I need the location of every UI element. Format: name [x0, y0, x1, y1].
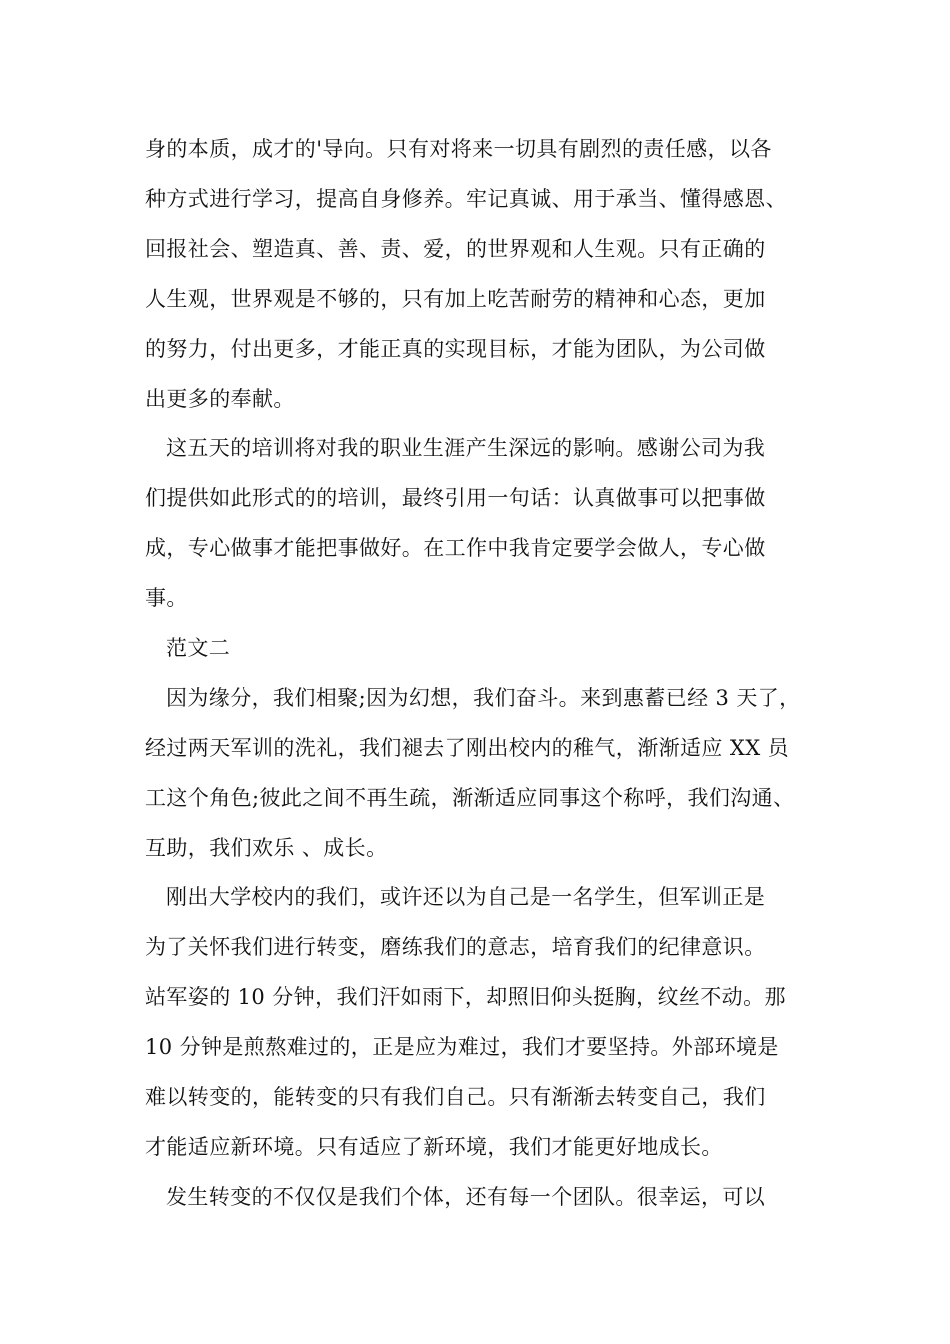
text-line: 10 分钟是煎熬难过的，正是应为难过，我们才要坚持。外部环境是 [145, 1035, 779, 1059]
text-line: 成，专心做事才能把事做好。在工作中我肯定要学会做人，专心做 [145, 536, 766, 560]
text-line: 站军姿的 10 分钟，我们汗如雨下，却照旧仰头挺胸，纹丝不动。那 [145, 985, 786, 1009]
section-heading: 范文二 [166, 636, 231, 660]
text-line: 出更多的奉献。 [145, 387, 295, 411]
text-line: 的努力，付出更多，才能正真的实现目标，才能为团队，为公司做 [145, 337, 766, 361]
text-line: 人生观，世界观是不够的，只有加上吃苦耐劳的精神和心态，更加 [145, 287, 766, 311]
text-line: 工这个角色;彼此之间不再生疏，渐渐适应同事这个称呼，我们沟通、 [145, 786, 795, 810]
text-line: 才能适应新环境。只有适应了新环境，我们才能更好地成长。 [145, 1135, 723, 1159]
paragraph-first-line: 这五天的培训将对我的职业生涯产生深远的影响。感谢公司为我 [166, 436, 766, 460]
paragraph-first-line: 因为缘分，我们相聚;因为幻想，我们奋斗。来到惠蓄已经 3 天了， [166, 686, 801, 710]
text-line: 们提供如此形式的的培训，最终引用一句话：认真做事可以把事做 [145, 486, 766, 510]
text-line: 回报社会、塑造真、善、责、爱，的世界观和人生观。只有正确的 [145, 237, 766, 261]
paragraph-first-line: 发生转变的不仅仅是我们个体，还有每一个团队。很幸运，可以 [166, 1185, 766, 1209]
text-line: 种方式进行学习，提高自身修养。牢记真诚、用于承当、懂得感恩、 [145, 187, 787, 211]
paragraph-first-line: 刚出大学校内的我们，或许还以为自己是一名学生，但军训正是 [166, 885, 766, 909]
text-line: 难以转变的，能转变的只有我们自己。只有渐渐去转变自己，我们 [145, 1085, 766, 1109]
text-line: 互助，我们欢乐 、成长。 [145, 836, 388, 860]
text-line: 身的本质，成才的'导向。只有对将来一切具有剧烈的责任感，以各 [145, 137, 772, 161]
text-line: 经过两天军训的洗礼，我们褪去了刚出校内的稚气，渐渐适应 XX 员 [145, 736, 790, 760]
text-line: 为了关怀我们进行转变，磨练我们的意志，培育我们的纪律意识。 [145, 935, 766, 959]
text-line: 事。 [145, 586, 188, 610]
